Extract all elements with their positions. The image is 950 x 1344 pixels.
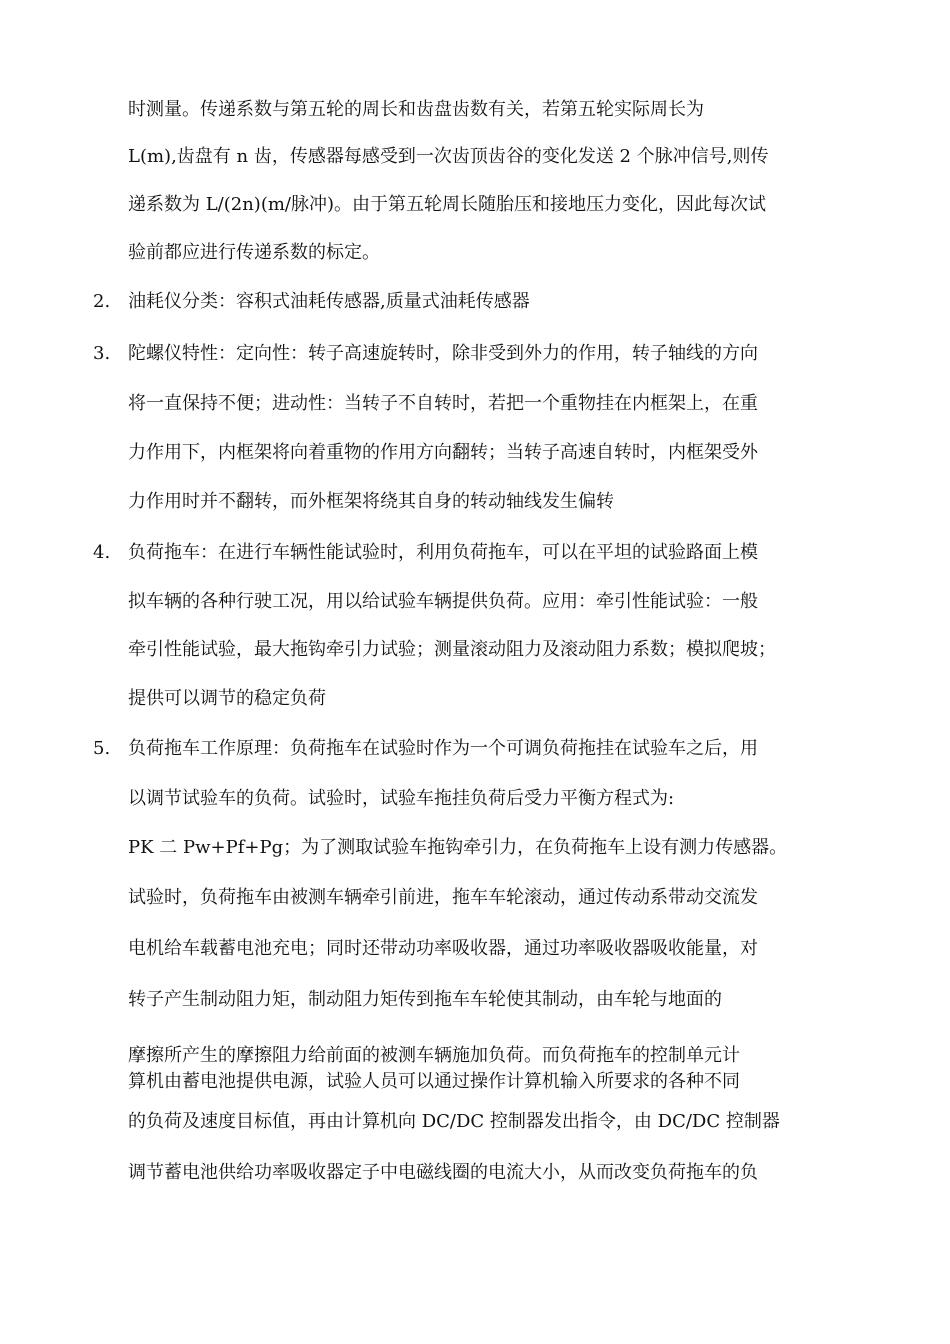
- item-5-line-5: 电机给车载蓄电池充电；同时还带动功率吸收器，通过功率吸收器吸收能量，对: [128, 938, 758, 959]
- item-5-line-4: 试验时，负荷拖车由被测车辆牵引前进，拖车车轮滚动，通过传动系带动交流发: [128, 887, 758, 908]
- item-3-line-3: 力作用下，内框架将向着重物的作用方向翻转；当转子高速自转时，内框架受外: [128, 442, 758, 463]
- item-3-number: 3.: [93, 343, 111, 364]
- item-3-line-2: 将一直保持不便；进动性：当转子不自转时，若把一个重物挂在内框架上，在重: [128, 393, 758, 414]
- item-5-line-7: 摩擦所产生的摩擦阻力给前面的被测车辆施加负荷。而负荷拖车的控制单元计: [128, 1045, 740, 1066]
- intro-line-3: 递系数为 L/(2n)(m/脉冲)。由于第五轮周长随胎压和接地压力变化，因此每次试: [128, 194, 767, 215]
- item-4-line-2: 拟车辆的各种行驶工况，用以给试验车辆提供负荷。应用：牵引性能试验：一般: [128, 591, 758, 612]
- intro-line-4: 验前都应进行传递系数的标定。: [128, 242, 380, 263]
- intro-line-2: L(m),齿盘有 n 齿，传感器每感受到一次齿顶齿谷的变化发送 2 个脉冲信号,则传: [128, 146, 769, 167]
- item-5-line-2: 以调节试验车的负荷。试验时，试验车拖挂负荷后受力平衡方程式为:: [128, 788, 675, 809]
- item-5-line-3: PK 二 Pw+Pf+Pg；为了测取试验车拖钩牵引力，在负荷拖车上设有测力传感器。: [128, 837, 788, 858]
- item-3-line-1: 陀螺仪特性：定向性：转子高速旋转时，除非受到外力的作用，转子轴线的方向: [128, 343, 758, 364]
- item-3-line-4: 力作用时并不翻转，而外框架将绕其自身的转动轴线发生偏转: [128, 491, 614, 512]
- item-5-line-9: 的负荷及速度目标值，再由计算机向 DC/DC 控制器发出指令，由 DC/DC 控制器: [128, 1111, 780, 1132]
- intro-line-1: 时测量。传递系数与第五轮的周长和齿盘齿数有关，若第五轮实际周长为: [128, 99, 704, 120]
- item-5-line-8: 算机由蓄电池提供电源，试验人员可以通过操作计算机输入所要求的各种不同: [128, 1071, 740, 1092]
- item-4-number: 4.: [93, 542, 111, 563]
- item-5-line-1: 负荷拖车工作原理：负荷拖车在试验时作为一个可调负荷拖挂在试验车之后，用: [128, 738, 758, 759]
- item-4-line-3: 牵引性能试验，最大拖钩牵引力试验；测量滚动阻力及滚动阻力系数；模拟爬坡；: [128, 639, 776, 660]
- item-5-number: 5.: [93, 738, 111, 759]
- item-2-line-1: 油耗仪分类：容积式油耗传感器,质量式油耗传感器: [128, 291, 530, 312]
- item-5-line-6: 转子产生制动阻力矩，制动阻力矩传到拖车车轮使其制动，由车轮与地面的: [128, 989, 722, 1010]
- item-4-line-4: 提供可以调节的稳定负荷: [128, 688, 326, 709]
- item-4-line-1: 负荷拖车：在进行车辆性能试验时，利用负荷拖车，可以在平坦的试验路面上模: [128, 542, 758, 563]
- item-5-line-10: 调节蓄电池供给功率吸收器定子中电磁线圈的电流大小，从而改变负荷拖车的负: [128, 1162, 758, 1183]
- item-2-number: 2.: [93, 291, 111, 312]
